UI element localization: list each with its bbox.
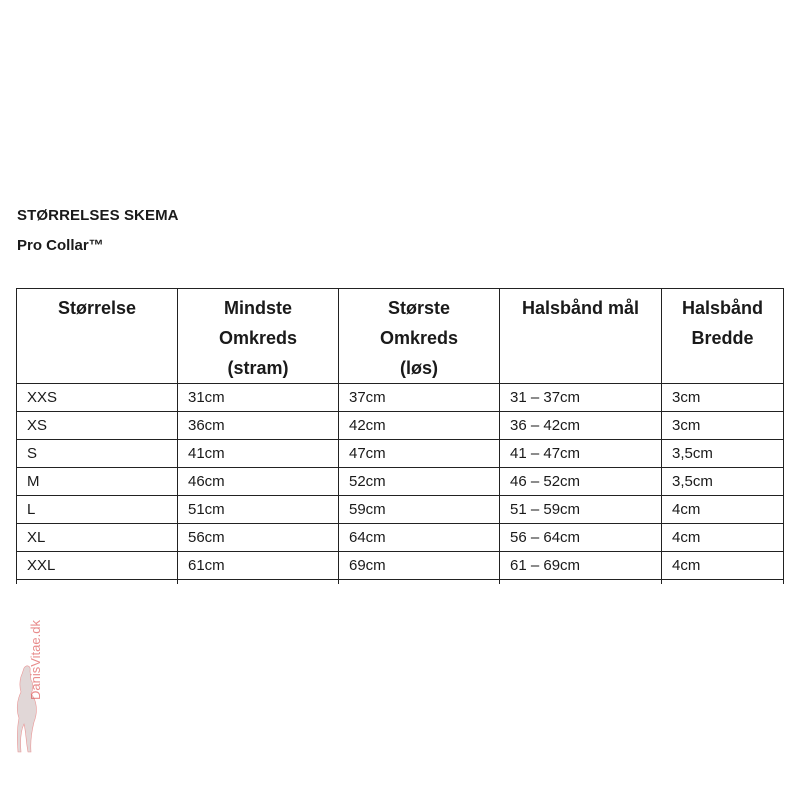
cell-max: 47cm <box>339 440 500 468</box>
table-row <box>17 412 784 440</box>
cell-size: XXS <box>17 384 178 412</box>
cell-range: 56 – 64cm <box>500 524 662 552</box>
cell-size: S <box>17 440 178 468</box>
dog-silhouette-icon <box>4 660 94 770</box>
table-row <box>17 552 784 580</box>
cell-width: 4cm <box>662 524 784 552</box>
cell-max: 64cm <box>339 524 500 552</box>
cell-range: 31 – 37cm <box>500 384 662 412</box>
cell-min: 61cm <box>178 552 339 580</box>
cell-width: 3cm <box>662 412 784 440</box>
header-max-circumference: Største Omkreds (løs) <box>339 289 500 384</box>
cell-range: 41 – 47cm <box>500 440 662 468</box>
cell-min: 46cm <box>178 468 339 496</box>
cell-max: 37cm <box>339 384 500 412</box>
cell-max: 59cm <box>339 496 500 524</box>
cell-range: 61 – 69cm <box>500 552 662 580</box>
cell-width: 3cm <box>662 384 784 412</box>
cell-min: 36cm <box>178 412 339 440</box>
cell-min: 56cm <box>178 524 339 552</box>
table-row <box>17 384 784 412</box>
cell-range: 36 – 42cm <box>500 412 662 440</box>
header-collar-range: Halsbånd mål <box>500 289 662 384</box>
cell-min: 31cm <box>178 384 339 412</box>
cell-width: 3,5cm <box>662 468 784 496</box>
size-chart-table <box>16 288 784 584</box>
document-subtitle: Pro Collar™ <box>17 237 104 254</box>
cell-range: 51 – 59cm <box>500 496 662 524</box>
cell-size: L <box>17 496 178 524</box>
table-row <box>17 524 784 552</box>
cell-size: M <box>17 468 178 496</box>
cell-range: 46 – 52cm <box>500 468 662 496</box>
cell-width: 4cm <box>662 496 784 524</box>
table-row <box>17 468 784 496</box>
table-header-row <box>17 289 784 384</box>
cell-width: 3,5cm <box>662 440 784 468</box>
cell-max: 69cm <box>339 552 500 580</box>
header-size: Størrelse <box>17 289 178 384</box>
cell-min: 41cm <box>178 440 339 468</box>
cell-max: 42cm <box>339 412 500 440</box>
header-collar-width: Halsbånd Bredde <box>662 289 784 384</box>
cell-size: XXL <box>17 552 178 580</box>
cell-min: 51cm <box>178 496 339 524</box>
watermark-text: DanisVitae.dk <box>28 620 43 700</box>
cell-size: XS <box>17 412 178 440</box>
header-min-circumference: Mindste Omkreds (stram) <box>178 289 339 384</box>
table-row-truncated <box>17 580 784 585</box>
document-title: STØRRELSES SKEMA <box>17 207 179 224</box>
cell-max: 52cm <box>339 468 500 496</box>
table-row <box>17 440 784 468</box>
cell-width: 4cm <box>662 552 784 580</box>
table-row <box>17 496 784 524</box>
cell-size: XL <box>17 524 178 552</box>
